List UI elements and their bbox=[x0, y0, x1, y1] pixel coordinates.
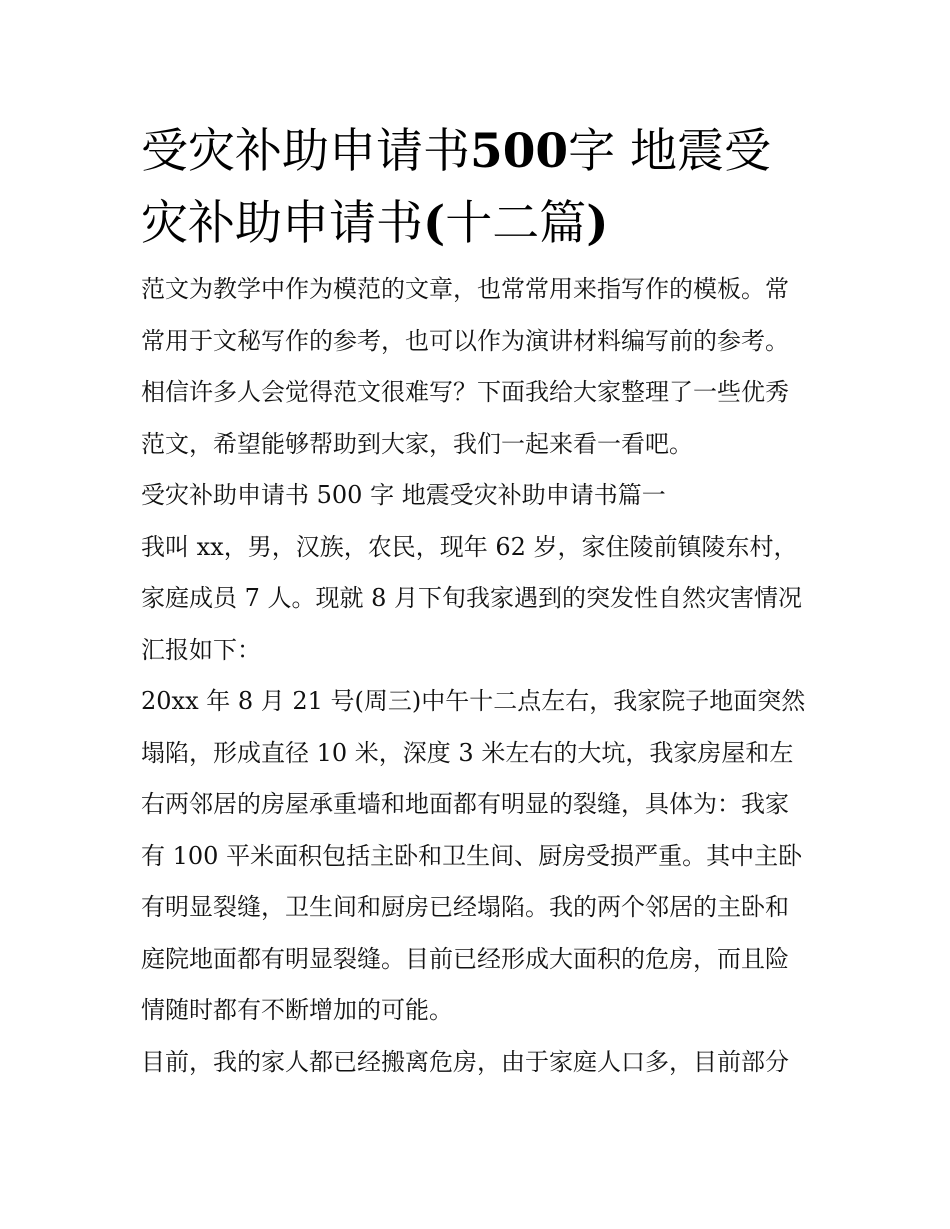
body-line: 庭院地面都有明显裂缝。目前已经形成大面积的危房，而且险 bbox=[141, 944, 789, 973]
document-content bbox=[141, 116, 813, 1088]
title-segment: 字 地震受 bbox=[568, 124, 772, 179]
title-line bbox=[141, 188, 813, 260]
body-line: 相信许多人会觉得范文很难写？下面我给大家整理了一些优秀 bbox=[141, 378, 789, 406]
title-segment: ) bbox=[586, 196, 609, 251]
document-body bbox=[141, 264, 813, 1088]
title-segment: 灾补助申请书 bbox=[141, 196, 423, 251]
body-line: 塌陷，形成直径 10 米，深度 3 米左右的大坑，我家房屋和左 bbox=[141, 738, 794, 767]
body-line: 范文为教学中作为模范的文章，也常常用来指写作的模板。常 bbox=[141, 275, 789, 303]
title-segment: 十二篇 bbox=[445, 196, 587, 251]
body-line: 范文，希望能够帮助到大家，我们一起来看一看吧。 bbox=[141, 429, 693, 458]
body-line: 20xx 年 8 月 21 号(周三)中午十二点左右，我家院子地面突然 bbox=[141, 687, 806, 715]
title-line bbox=[141, 116, 813, 188]
body-line: 情随时都有不断增加的可能。 bbox=[141, 996, 453, 1024]
document-title bbox=[141, 116, 813, 260]
body-line: 有明显裂缝，卫生间和厨房已经塌陷。我的两个邻居的主卧和 bbox=[141, 893, 789, 921]
body-line: 目前，我的家人都已经搬离危房，由于家庭人口多，目前部分 bbox=[141, 1047, 789, 1076]
body-line: 常用于文秘写作的参考，也可以作为演讲材料编写前的参考。 bbox=[141, 326, 789, 355]
body-line: 受灾补助申请书 500 字 地震受灾补助申请书篇一 bbox=[141, 481, 666, 509]
title-segment: 受灾补助申请书 bbox=[141, 124, 470, 179]
body-line: 家庭成员 7 人。现就 8 月下旬我家遇到的突发性自然灾害情况 bbox=[141, 584, 803, 612]
title-segment: 500 bbox=[470, 124, 569, 179]
body-line: 我叫 xx，男，汉族，农民，现年 62 岁，家住陵前镇陵东村， bbox=[141, 532, 798, 561]
body-line: 汇报如下： bbox=[141, 635, 261, 664]
body-line: 右两邻居的房屋承重墙和地面都有明显的裂缝，具体为：我家 bbox=[141, 790, 789, 818]
title-segment: ( bbox=[423, 196, 446, 251]
body-line: 有 100 平米面积包括主卧和卫生间、厨房受损严重。其中主卧 bbox=[141, 841, 803, 870]
